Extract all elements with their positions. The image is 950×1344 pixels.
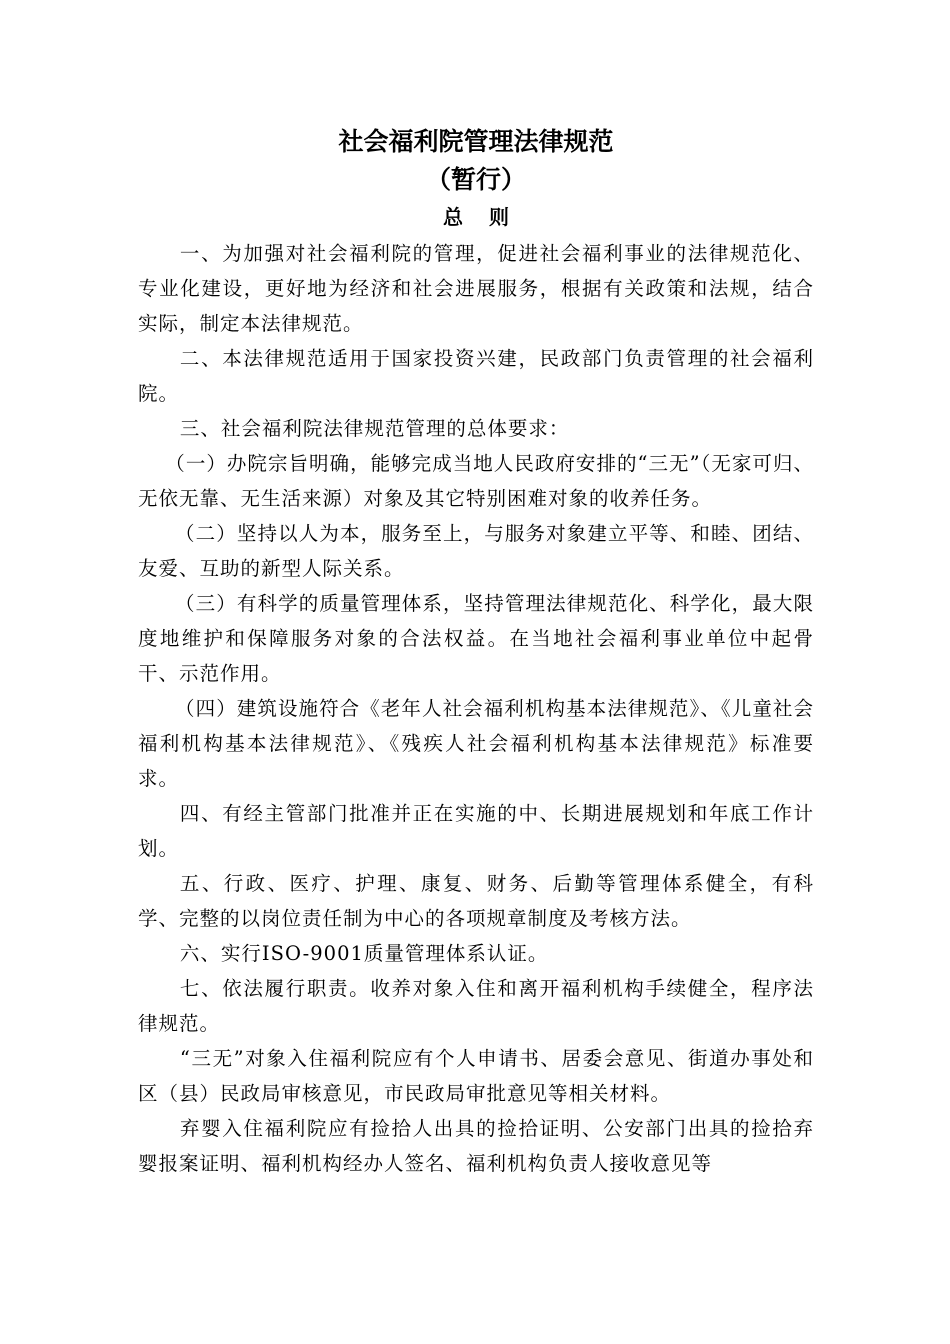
- paragraph-4: （一）办院宗旨明确，能够完成当地人民政府安排的“三无”（无家可归、无依无靠、无生活来源）对象及其它特别困难对象的收养任务。: [138, 452, 814, 510]
- paragraph-6: （三）有科学的质量管理体系，坚持管理法律规范化、科学化，最大限度地维护和保障服务对象的合法权益。在当地社会福利事业单位中起骨干、示范作用。: [138, 592, 814, 685]
- paragraph-13: 弃婴入住福利院应有捡拾人出具的捡拾证明、公安部门出具的捡拾弃婴报案证明、福利机构经办人签名、福利机构负责人接收意见等: [138, 1117, 814, 1175]
- paragraph-10: 六、实行ISO-9001质量管理体系认证。: [179, 942, 549, 965]
- paragraph-5: （二）坚持以人为本，服务至上，与服务对象建立平等、和睦、团结、友爱、互助的新型人际关系。: [138, 522, 814, 580]
- document-subtitle: （暂行）: [425, 165, 526, 194]
- paragraph-12: “三无”对象入住福利院应有个人申请书、居委会意见、街道办事处和区（县）民政局审核意见，市民政局审批意见等相关材料。: [138, 1047, 814, 1105]
- paragraph-3: 三、社会福利院法律规范管理的总体要求：: [179, 417, 570, 440]
- document-body: [138, 236, 814, 1181]
- document-title: 社会福利院管理法律规范: [338, 127, 614, 156]
- paragraph-11: 七、依法履行职责。收养对象入住和离开福利机构手续健全，程序法律规范。: [138, 977, 814, 1035]
- document-page: [138, 122, 814, 1181]
- section-heading: 总则: [443, 205, 535, 229]
- paragraph-7: （四）建筑设施符合《老年人社会福利机构基本法律规范》、《儿童社会福利机构基本法律规范》、《残疾人社会福利机构基本法律规范》标准要求。: [138, 697, 814, 790]
- paragraph-9: 五、行政、医疗、护理、康复、财务、后勤等管理体系健全，有科学、完整的以岗位责任制为中心的各项规章制度及考核方法。: [138, 872, 814, 930]
- paragraph-2: 二、本法律规范适用于国家投资兴建，民政部门负责管理的社会福利院。: [138, 347, 814, 405]
- paragraph-8: 四、有经主管部门批准并正在实施的中、长期进展规划和年底工作计划。: [138, 802, 814, 860]
- paragraph-1: 一、为加强对社会福利院的管理，促进社会福利事业的法律规范化、专业化建设，更好地为经济和社会进展服务，根据有关政策和法规，结合实际，制定本法律规范。: [138, 242, 814, 335]
